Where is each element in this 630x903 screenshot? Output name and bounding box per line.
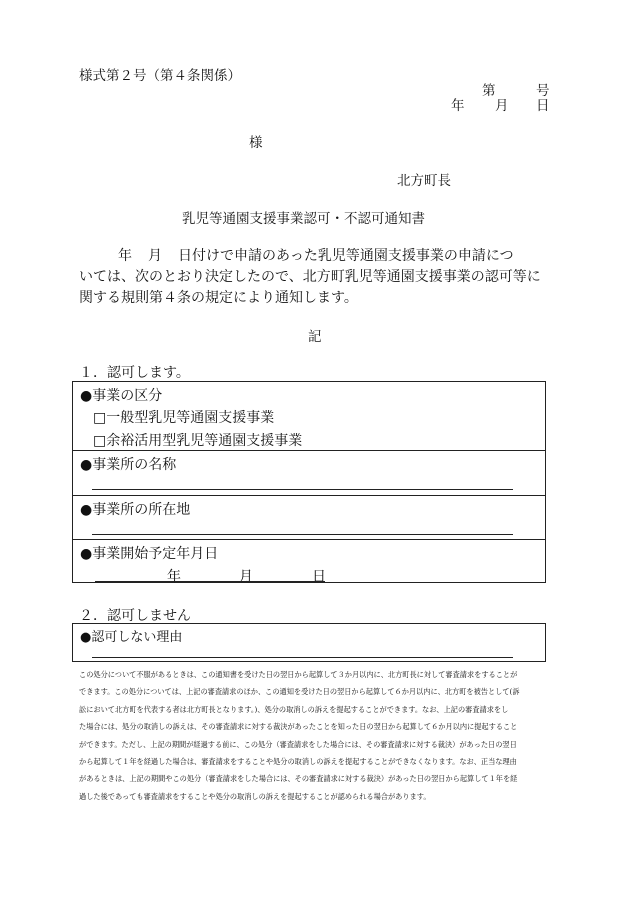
facility-address-line (92, 534, 513, 535)
notice-line: から起算して１年を経過した場合は、審査請求をすることや処分の取消しの訴えを提起することができなくなります。なお、正当な理由 (79, 757, 517, 767)
rejection-reason-label: ●認可しない理由 (80, 630, 183, 645)
start-date-line (95, 581, 325, 582)
rejection-table (72, 623, 546, 662)
notice-line: できます。この処分については、上記の審査請求のほか、この通知を受けた日の翌日から起算して６か月以内に、北方町を被告として(訴 (79, 687, 520, 697)
start-date-month: 月 (239, 569, 253, 585)
form-label: 様式第２号（第４条関係） (79, 68, 241, 84)
addressee-honorific: 様 (249, 135, 263, 151)
notice-line: この処分について不服があるときは、この通知書を受けた日の翌日から起算して３か月以内に、北方町長に対して審査請求をすることが (79, 670, 518, 679)
notice-line: た場合には、処分の取消しの訴えは、その審査請求に対する裁決があったことを知った日の翌日から起算して６か月以内に提起すること (79, 722, 518, 732)
body-date-month: 月 (148, 248, 162, 264)
start-date-year: 年 (167, 569, 181, 585)
start-date-label: ●事業開始予定年月日 (80, 546, 219, 562)
section1-heading: １．認可します。 (79, 365, 190, 381)
start-date-day: 日 (312, 569, 326, 585)
notice-line: 訟において北方町を代表する者は北方町長となります。)、処分の取消しの訴えを提起することができます。なお、上記の審査請求をし (79, 704, 509, 714)
option-surplus-type: □余裕活用型乳児等通園支援事業 (93, 433, 303, 449)
sender-name: 北方町長 (397, 173, 451, 189)
row-divider (73, 539, 545, 540)
document-number-suffix: 号 (536, 83, 550, 99)
appeal-notice (79, 666, 553, 805)
facility-address-label: ●事業所の所在地 (80, 502, 191, 518)
approval-table (72, 381, 546, 583)
category-label: ●事業の区分 (80, 388, 163, 404)
body-line-3: 関する規則第４条の規定により通知します。 (79, 290, 358, 306)
document-title: 乳児等通園支援事業認可・不認可通知書 (182, 211, 425, 227)
body-line-2: いては、次のとおり決定したので、北方町乳児等通園支援事業の認可等に (79, 269, 541, 285)
body-date-year: 年 (118, 248, 132, 264)
rejection-reason-line (92, 657, 513, 658)
ki-label: 記 (308, 329, 322, 345)
date-month: 月 (495, 98, 509, 114)
section2-heading: ２．認可しません (79, 608, 191, 624)
document-number-prefix: 第 (482, 83, 496, 99)
row-divider (73, 495, 545, 496)
row-divider (73, 450, 545, 451)
option-general-type: □一般型乳児等通園支援事業 (93, 410, 275, 426)
date-day: 日 (536, 98, 550, 114)
facility-name-line (92, 489, 513, 490)
notice-line: ができます。ただし、上記の期間が経過する前に、この処分（審査請求をした場合には、その審査請求に対する裁決）があった日の翌日 (79, 739, 517, 749)
notice-line: があるときは、上記の期間やこの処分（審査請求をした場合には、その審査請求に対する裁決）があった日の翌日から起算して１年を経 (79, 774, 518, 784)
date-year: 年 (451, 98, 465, 114)
notice-line: 過した後であっても審査請求をすることや処分の取消しの訴えを提起することが認められる場合があります。 (79, 791, 431, 801)
facility-name-label: ●事業所の名称 (80, 457, 177, 473)
body-line-1: 日付けで申請のあった乳児等通園支援事業の申請につ (178, 248, 514, 264)
